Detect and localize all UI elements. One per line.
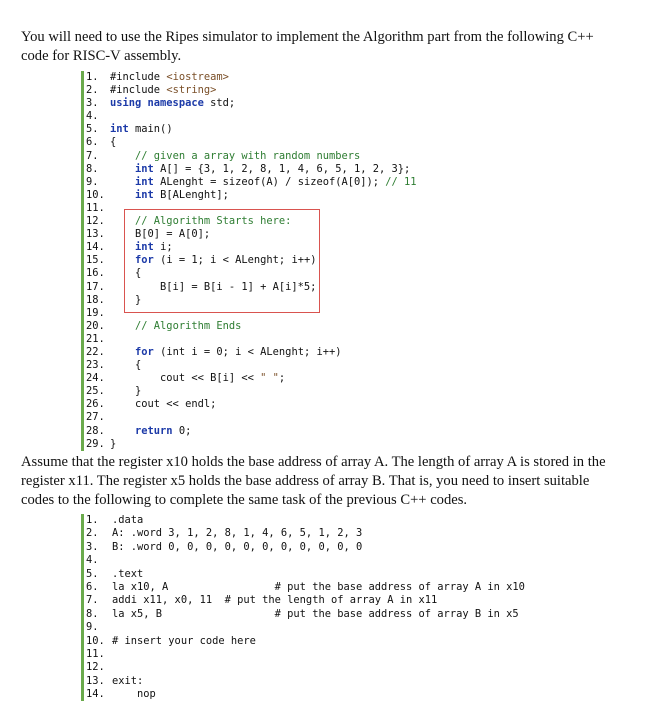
line-number: 22.: [86, 345, 105, 358]
code-text: exit:: [112, 674, 144, 687]
code-keyword: int: [135, 188, 154, 201]
line-number: 28.: [86, 424, 105, 437]
cpp-line: [84, 150, 504, 163]
code-text: {: [110, 267, 142, 280]
line-code: [110, 425, 191, 438]
cpp-line: [84, 97, 504, 110]
cpp-line: [84, 320, 504, 333]
code-text: B[ALenght];: [153, 188, 229, 201]
line-number: 18.: [86, 293, 105, 306]
code-keyword: int: [135, 241, 154, 254]
line-code: [110, 359, 141, 372]
line-code: [110, 346, 341, 359]
code-comment: // 11: [385, 175, 417, 188]
code-text: [110, 150, 135, 162]
asm-line: [84, 635, 524, 648]
cpp-line: [84, 333, 504, 346]
cpp-line: [84, 438, 504, 451]
cpp-line: [84, 385, 504, 398]
code-text: .text: [112, 567, 144, 580]
line-code: [112, 594, 437, 607]
line-number: 10.: [86, 188, 105, 201]
code-text: [110, 176, 135, 188]
code-text: ALenght = sizeof(A) / sizeof(A[0]);: [153, 175, 386, 188]
line-number: 12.: [86, 215, 105, 228]
cpp-line: [84, 163, 504, 176]
code-text: {: [110, 359, 142, 372]
code-text: nop: [112, 688, 156, 701]
code-text: }: [110, 385, 142, 398]
code-text: (i = 1; i < ALenght; i++): [153, 254, 317, 267]
asm-line: [84, 527, 524, 540]
line-number: 3.: [86, 97, 99, 110]
cpp-line: [84, 176, 504, 189]
intro-paragraph: You will need to use the Ripes simulator to implement the Algorithm part from the following C++ code for RISC-V assembly.: [21, 29, 594, 64]
code-text: B[0] = A[0];: [110, 228, 211, 241]
code-text: [110, 163, 135, 175]
line-code: [110, 320, 241, 333]
line-number: 11.: [86, 201, 105, 214]
code-text: #include: [110, 84, 167, 97]
line-number: 5.: [86, 567, 99, 580]
line-code: [110, 189, 229, 202]
line-number: 5.: [86, 123, 99, 136]
code-text: la x10, A: [112, 580, 275, 593]
code-comment: // given a array with random numbers: [135, 149, 361, 162]
asm-line: [84, 594, 524, 607]
cpp-line: [84, 110, 504, 123]
asm-line: [84, 661, 524, 674]
line-code: [112, 568, 143, 581]
line-number: 3.: [86, 540, 99, 553]
asm-line: [84, 675, 524, 688]
code-text: addi x11, x0, 11: [112, 594, 225, 607]
code-text: la x5, B: [112, 607, 275, 620]
asm-line: [84, 621, 524, 634]
line-code: [112, 527, 362, 540]
code-keyword: using namespace: [110, 97, 204, 110]
line-number: 2.: [86, 84, 99, 97]
line-code: [110, 163, 410, 176]
cpp-line: [84, 189, 504, 202]
code-comment: # insert your code here: [112, 634, 256, 647]
cpp-line: [84, 71, 504, 84]
line-number: 16.: [86, 267, 105, 280]
line-number: 9.: [86, 621, 99, 634]
code-text: #include: [110, 71, 167, 83]
line-number: 10.: [86, 634, 105, 647]
code-keyword: return: [135, 424, 173, 437]
line-code: [110, 84, 216, 97]
code-text: .data: [112, 514, 144, 526]
line-code: [112, 688, 156, 701]
code-text: (int i = 0; i < ALenght; i++): [153, 345, 342, 358]
line-number: 8.: [86, 162, 99, 175]
code-keyword: for: [135, 254, 154, 267]
cpp-line: [84, 372, 504, 385]
line-number: 1.: [86, 514, 99, 526]
line-number: 27.: [86, 411, 105, 424]
line-number: 8.: [86, 607, 99, 620]
asm-line: [84, 608, 524, 621]
line-number: 17.: [86, 280, 105, 293]
line-code: [110, 136, 116, 149]
code-keyword: int: [135, 175, 154, 188]
code-text: cout << endl;: [110, 398, 217, 411]
line-code: [112, 675, 143, 688]
line-number: 4.: [86, 110, 99, 123]
cpp-line: [84, 411, 504, 424]
line-code: [110, 71, 229, 84]
line-number: 12.: [86, 661, 105, 674]
line-number: 7.: [86, 149, 99, 162]
asm-line: [84, 541, 524, 554]
line-number: 13.: [86, 674, 105, 687]
code-text: std;: [203, 97, 236, 110]
line-number: 14.: [86, 688, 105, 701]
line-code: [110, 372, 285, 385]
cpp-line: [84, 136, 504, 149]
line-code: [112, 635, 256, 648]
line-code: [110, 438, 116, 451]
line-code: [110, 97, 235, 110]
line-number: 9.: [86, 175, 99, 188]
code-text: [110, 346, 135, 358]
cpp-line: [84, 359, 504, 372]
code-text: cout << B[i] <<: [110, 372, 261, 385]
code-text: B: .word 0, 0, 0, 0, 0, 0, 0, 0, 0, 0, 0: [112, 540, 363, 553]
algorithm-highlight-box: [124, 209, 320, 313]
line-code: [112, 581, 525, 594]
code-text: [110, 320, 135, 332]
code-text: }: [110, 293, 142, 306]
line-number: 21.: [86, 332, 105, 345]
line-number: 19.: [86, 306, 105, 319]
line-number: 1.: [86, 71, 99, 83]
code-keyword: int: [110, 123, 129, 136]
line-number: 2.: [86, 527, 99, 540]
line-number: 25.: [86, 385, 105, 398]
code-text: }: [110, 437, 117, 450]
line-code: [110, 176, 417, 189]
asm-line: [84, 688, 524, 701]
code-comment: # put the base address of array B in x5: [274, 607, 519, 620]
asm-code-block: [81, 514, 524, 701]
asm-line: [84, 514, 524, 527]
code-keyword: int: [135, 162, 154, 175]
code-text: B[i] = B[i - 1] + A[i]*5;: [110, 280, 317, 293]
code-string: <string>: [166, 84, 217, 97]
line-code: [112, 541, 362, 554]
code-text: A[] = {3, 1, 2, 8, 1, 4, 6, 5, 1, 2, 3};: [153, 162, 411, 175]
line-number: 24.: [86, 372, 105, 385]
line-code: [112, 514, 143, 527]
line-number: 11.: [86, 647, 105, 660]
code-text: 0;: [172, 424, 192, 437]
code-text: ;: [278, 372, 286, 385]
code-text: [110, 425, 135, 437]
line-number: 23.: [86, 359, 105, 372]
asm-line: [84, 581, 524, 594]
line-number: 20.: [86, 319, 105, 332]
line-number: 6.: [86, 136, 99, 149]
line-code: [110, 150, 360, 163]
cpp-line: [84, 84, 504, 97]
line-code: [110, 398, 216, 411]
line-number: 4.: [86, 554, 99, 567]
cpp-line: [84, 123, 504, 136]
code-text: A: .word 3, 1, 2, 8, 1, 4, 6, 5, 1, 2, 3: [112, 527, 363, 540]
cpp-line: [84, 425, 504, 438]
code-text: [110, 189, 135, 201]
line-number: 14.: [86, 241, 105, 254]
code-text: main(): [128, 123, 173, 136]
line-number: 13.: [86, 228, 105, 241]
asm-line: [84, 568, 524, 581]
asm-line: [84, 648, 524, 661]
line-number: 29.: [86, 437, 105, 450]
cpp-line: [84, 346, 504, 359]
line-code: [110, 123, 173, 136]
cpp-line: [84, 398, 504, 411]
line-number: 15.: [86, 254, 105, 267]
code-text: {: [110, 136, 117, 149]
asm-line: [84, 554, 524, 567]
code-comment: // Algorithm Starts here:: [135, 215, 292, 228]
code-string: <iostream>: [166, 71, 229, 83]
line-number: 6.: [86, 580, 99, 593]
line-code: [112, 608, 519, 621]
code-keyword: for: [135, 345, 154, 358]
task-paragraph: Assume that the register x10 holds the base address of array A. The length of array A is stored in the register x11. The register x5 holds the base address of array B. That is, you need to insert suitable codes to the following to complete the same task of the previous C++ codes.: [21, 454, 606, 508]
line-code: [110, 385, 141, 398]
code-comment: // Algorithm Ends: [135, 319, 242, 332]
code-comment: # put the base address of array A in x10: [274, 580, 525, 593]
code-string: " ": [260, 372, 279, 385]
code-text: i;: [153, 241, 173, 254]
code-comment: # put the length of array A in x11: [224, 594, 438, 607]
line-number: 26.: [86, 398, 105, 411]
line-number: 7.: [86, 594, 99, 607]
